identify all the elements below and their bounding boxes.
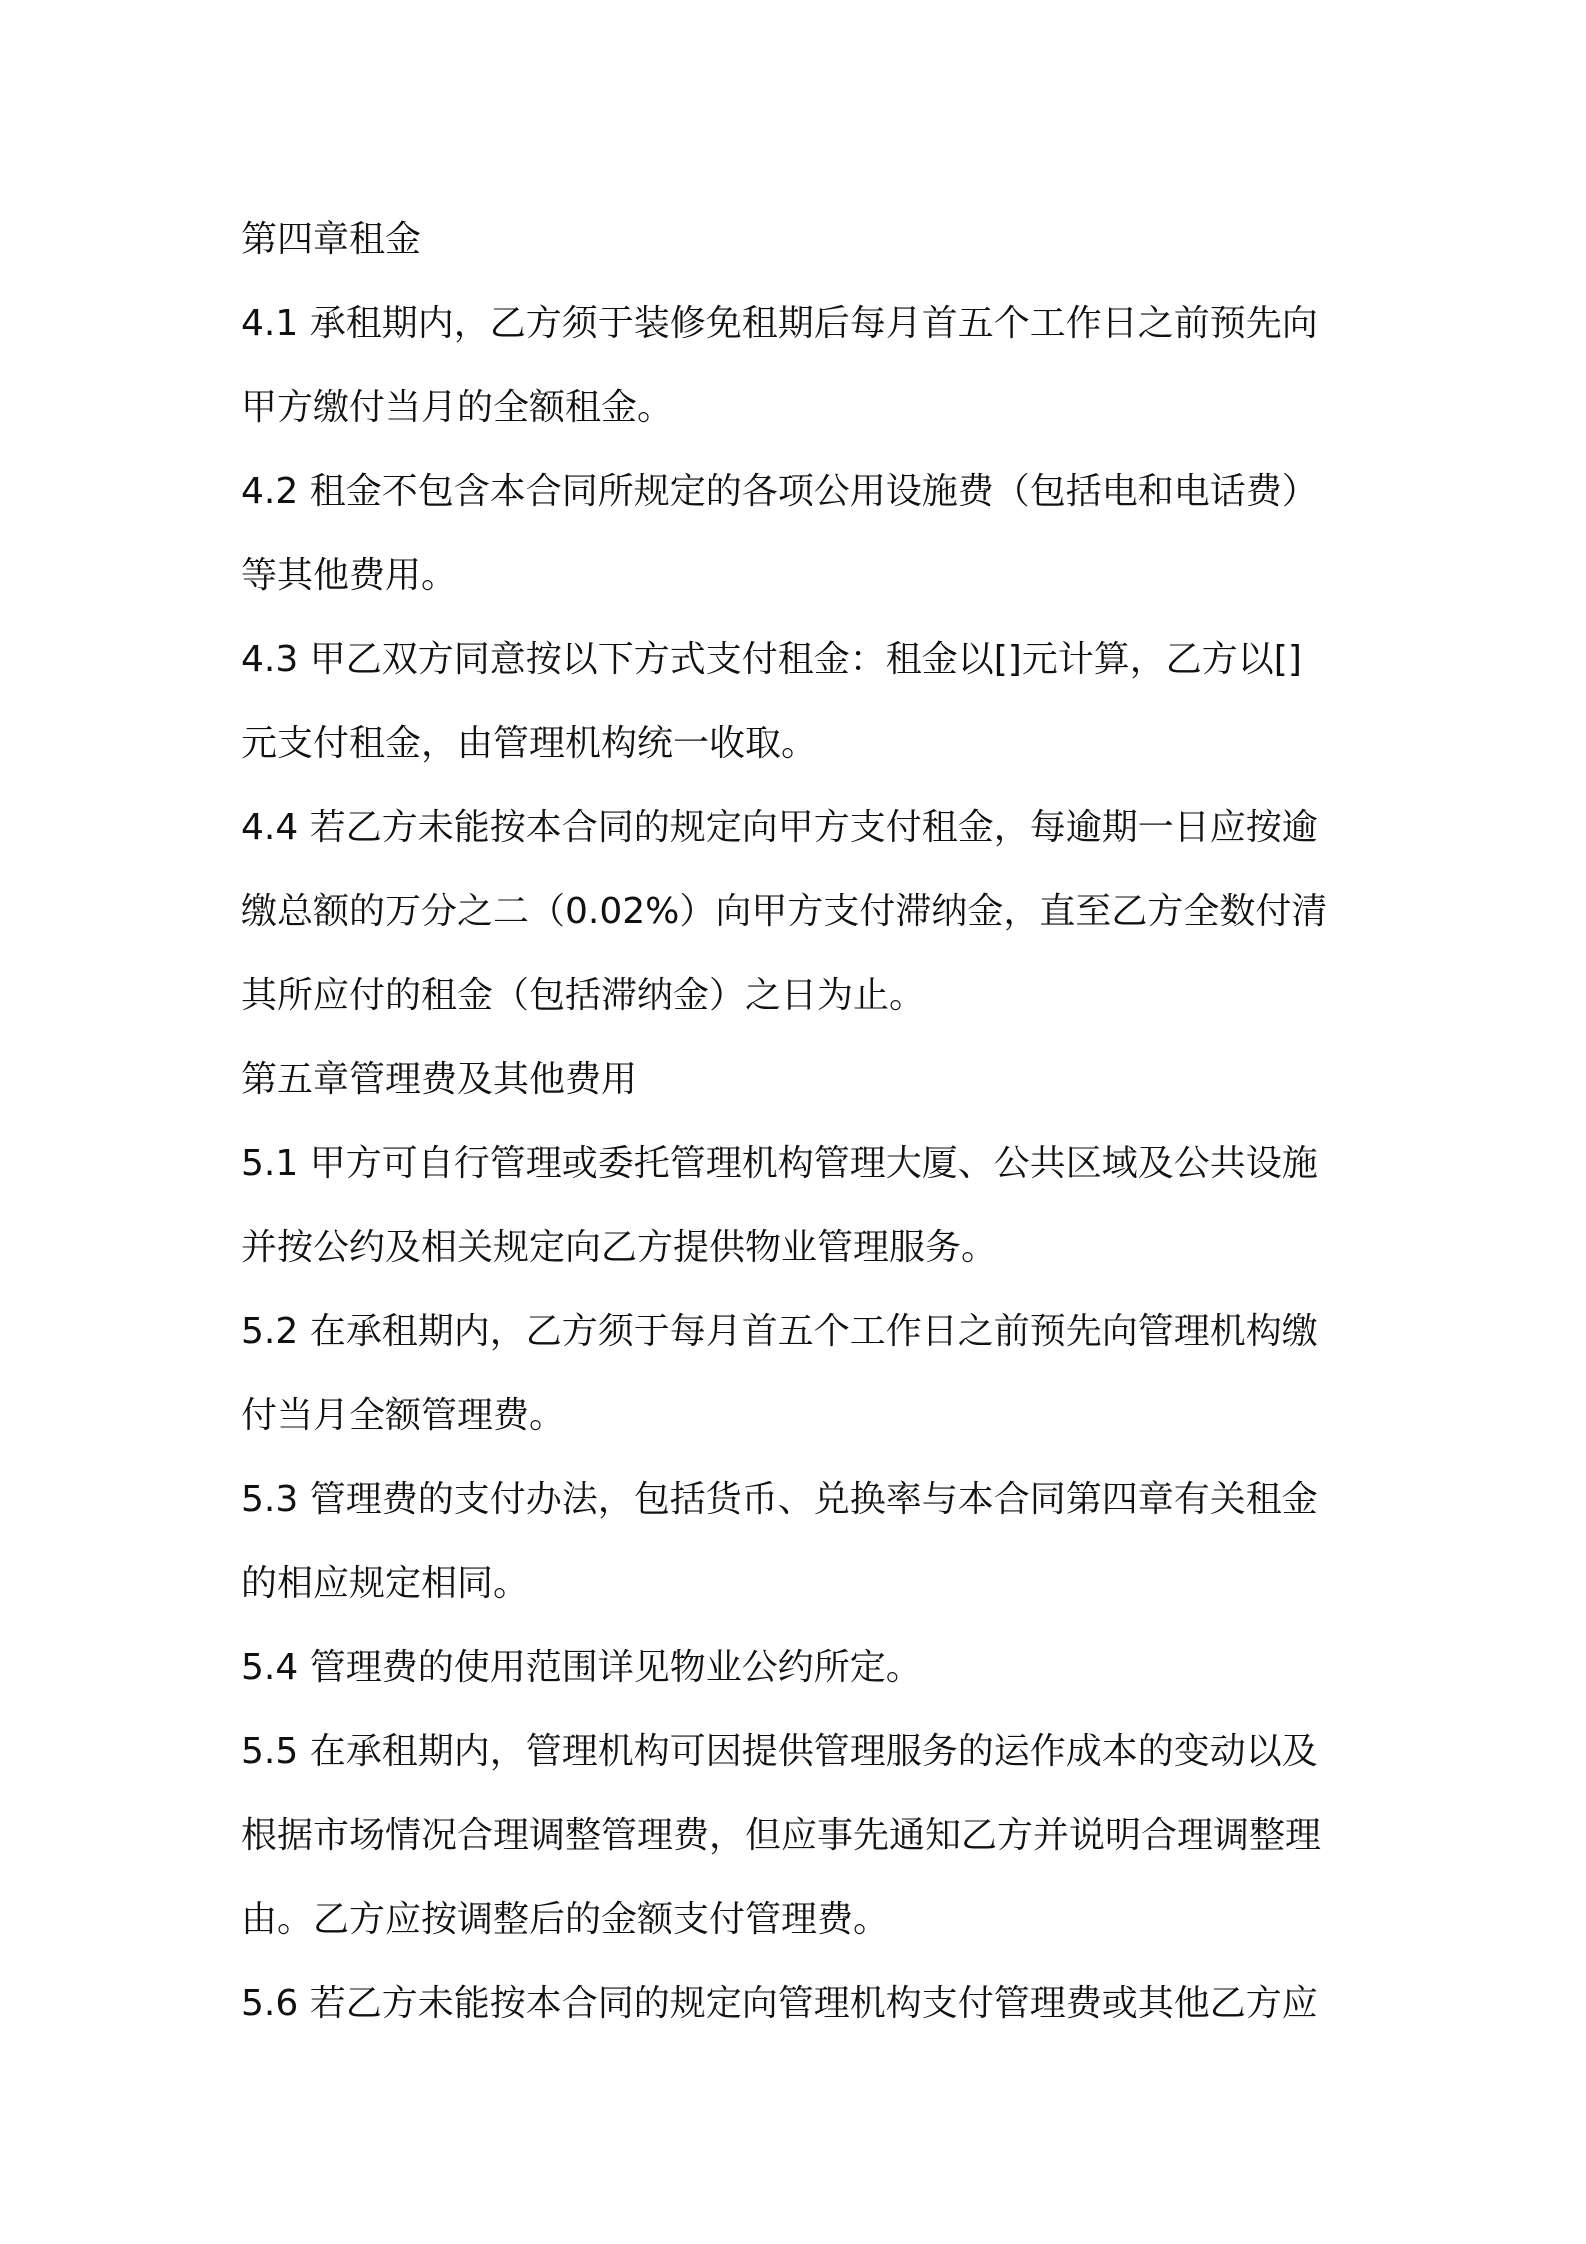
clause-4-1-line-1: 4.1 承租期内，乙方须于装修免租期后每月首五个工作日之前预先向 [241, 303, 1318, 344]
clause-5-5-line-2: 根据市场情况合理调整管理费，但应事先通知乙方并说明合理调整理 [241, 1815, 1322, 1856]
clause-5-5-line-1: 5.5 在承租期内，管理机构可因提供管理服务的运作成本的变动以及 [241, 1731, 1318, 1772]
clause-5-6-line-1: 5.6 若乙方未能按本合同的规定向管理机构支付管理费或其他乙方应 [241, 1983, 1318, 2024]
clause-5-1-line-1: 5.1 甲方可自行管理或委托管理机构管理大厦、公共区域及公共设施 [241, 1143, 1318, 1184]
clause-4-4-line-2: 缴总额的万分之二（0.02%）向甲方支付滞纳金，直至乙方全数付清 [241, 891, 1328, 932]
clause-4-4-line-1: 4.4 若乙方未能按本合同的规定向甲方支付租金，每逾期一日应按逾 [241, 807, 1318, 848]
clause-4-2-line-1: 4.2 租金不包含本合同所规定的各项公用设施费（包括电和电话费） [241, 471, 1318, 512]
clause-5-2-line-2: 付当月全额管理费。 [241, 1395, 566, 1436]
document-body [241, 198, 1361, 2046]
chapter-4-heading: 第四章租金 [241, 219, 422, 260]
clause-4-4-line-3: 其所应付的租金（包括滞纳金）之日为止。 [241, 975, 926, 1016]
clause-5-4-line-1: 5.4 管理费的使用范围详见物业公约所定。 [241, 1647, 922, 1688]
chapter-5-heading: 第五章管理费及其他费用 [241, 1059, 638, 1100]
clause-4-3-line-2: 元支付租金，由管理机构统一收取。 [241, 723, 818, 764]
clause-4-2-line-2: 等其他费用。 [241, 555, 458, 596]
clause-5-3-line-2: 的相应规定相同。 [241, 1563, 530, 1604]
clause-4-3-line-1: 4.3 甲乙双方同意按以下方式支付租金：租金以[]元计算，乙方以[] [241, 639, 1302, 680]
clause-5-1-line-2: 并按公约及相关规定向乙方提供物业管理服务。 [241, 1227, 998, 1268]
clause-4-1-line-2: 甲方缴付当月的全额租金。 [241, 387, 674, 428]
clause-5-2-line-1: 5.2 在承租期内，乙方须于每月首五个工作日之前预先向管理机构缴 [241, 1311, 1318, 1352]
clause-5-3-line-1: 5.3 管理费的支付办法，包括货币、兑换率与本合同第四章有关租金 [241, 1479, 1318, 1520]
clause-5-5-line-3: 由。乙方应按调整后的金额支付管理费。 [241, 1899, 890, 1940]
